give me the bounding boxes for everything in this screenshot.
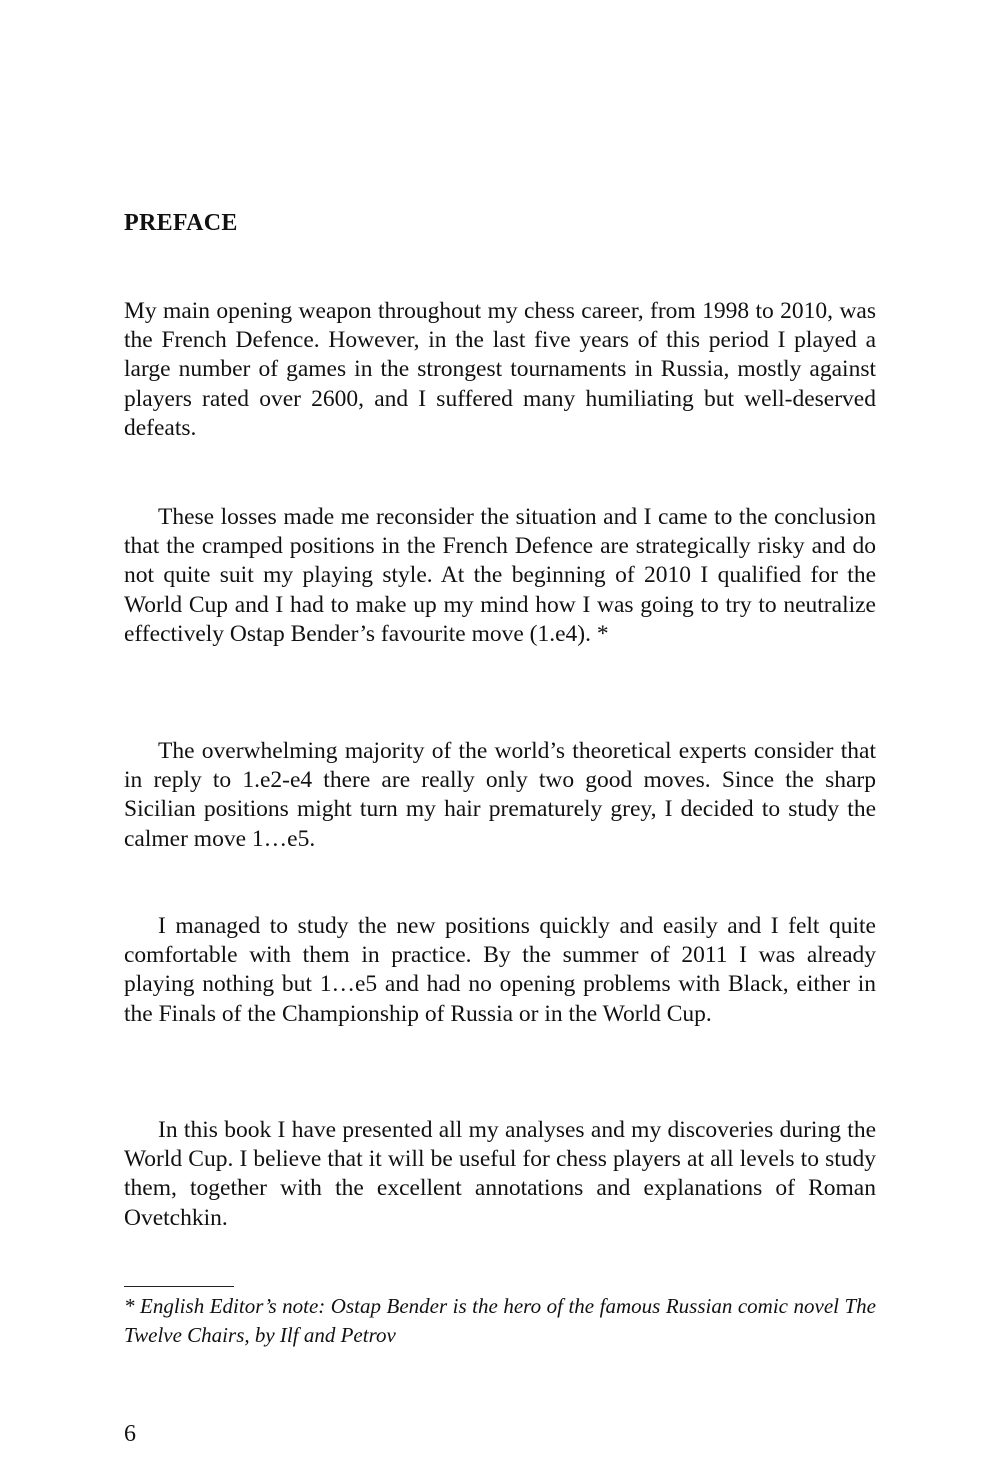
page-title: PREFACE: [124, 210, 238, 236]
paragraph-5: In this book I have presented all my analyses and my discoveries during the World Cup. I believe that it will be useful for chess players at all levels to study them, together with the excellent annotations and explanations of Roman Ovetchkin.: [124, 1117, 876, 1231]
paragraph-4: I managed to study the new positions quickly and easily and I felt quite comfortable with them in practice. By the summer of 2011 I was already playing nothing but 1…e5 and had no opening problems with Black, either in the Finals of the Championship of Russia or in the World Cup.: [124, 913, 876, 1027]
footnote: * English Editor’s note: Ostap Bender is the hero of the famous Russian comic novel The Twelve Chairs, by Ilf and Petrov: [124, 1294, 876, 1347]
footnote-divider: [124, 1286, 234, 1287]
page-number: 6: [124, 1421, 136, 1447]
paragraph-1: My main opening weapon throughout my chess career, from 1998 to 2010, was the French Defence. However, in the last five years of this period I played a large number of games in the strongest tournaments in Russia, mostly against players rated over 2600, and I suffered many humiliating but well-deserved defeats.: [124, 298, 876, 441]
paragraph-2: These losses made me reconsider the situation and I came to the conclusion that the cramped positions in the French Defence are strategically risky and do not quite suit my playing style. At the beginning of 2010 I qualified for the World Cup and I had to make up my mind how I was going to try to neutralize effectively Ostap Bender’s favourite move (1.e4). *: [124, 504, 876, 647]
paragraph-3: The overwhelming majority of the world’s theoretical experts consider that in reply to 1.e2-e4 there are really only two good moves. Since the sharp Sicilian positions might turn my hair prematurely grey, I decided to study the calmer move 1…e5.: [124, 738, 876, 852]
